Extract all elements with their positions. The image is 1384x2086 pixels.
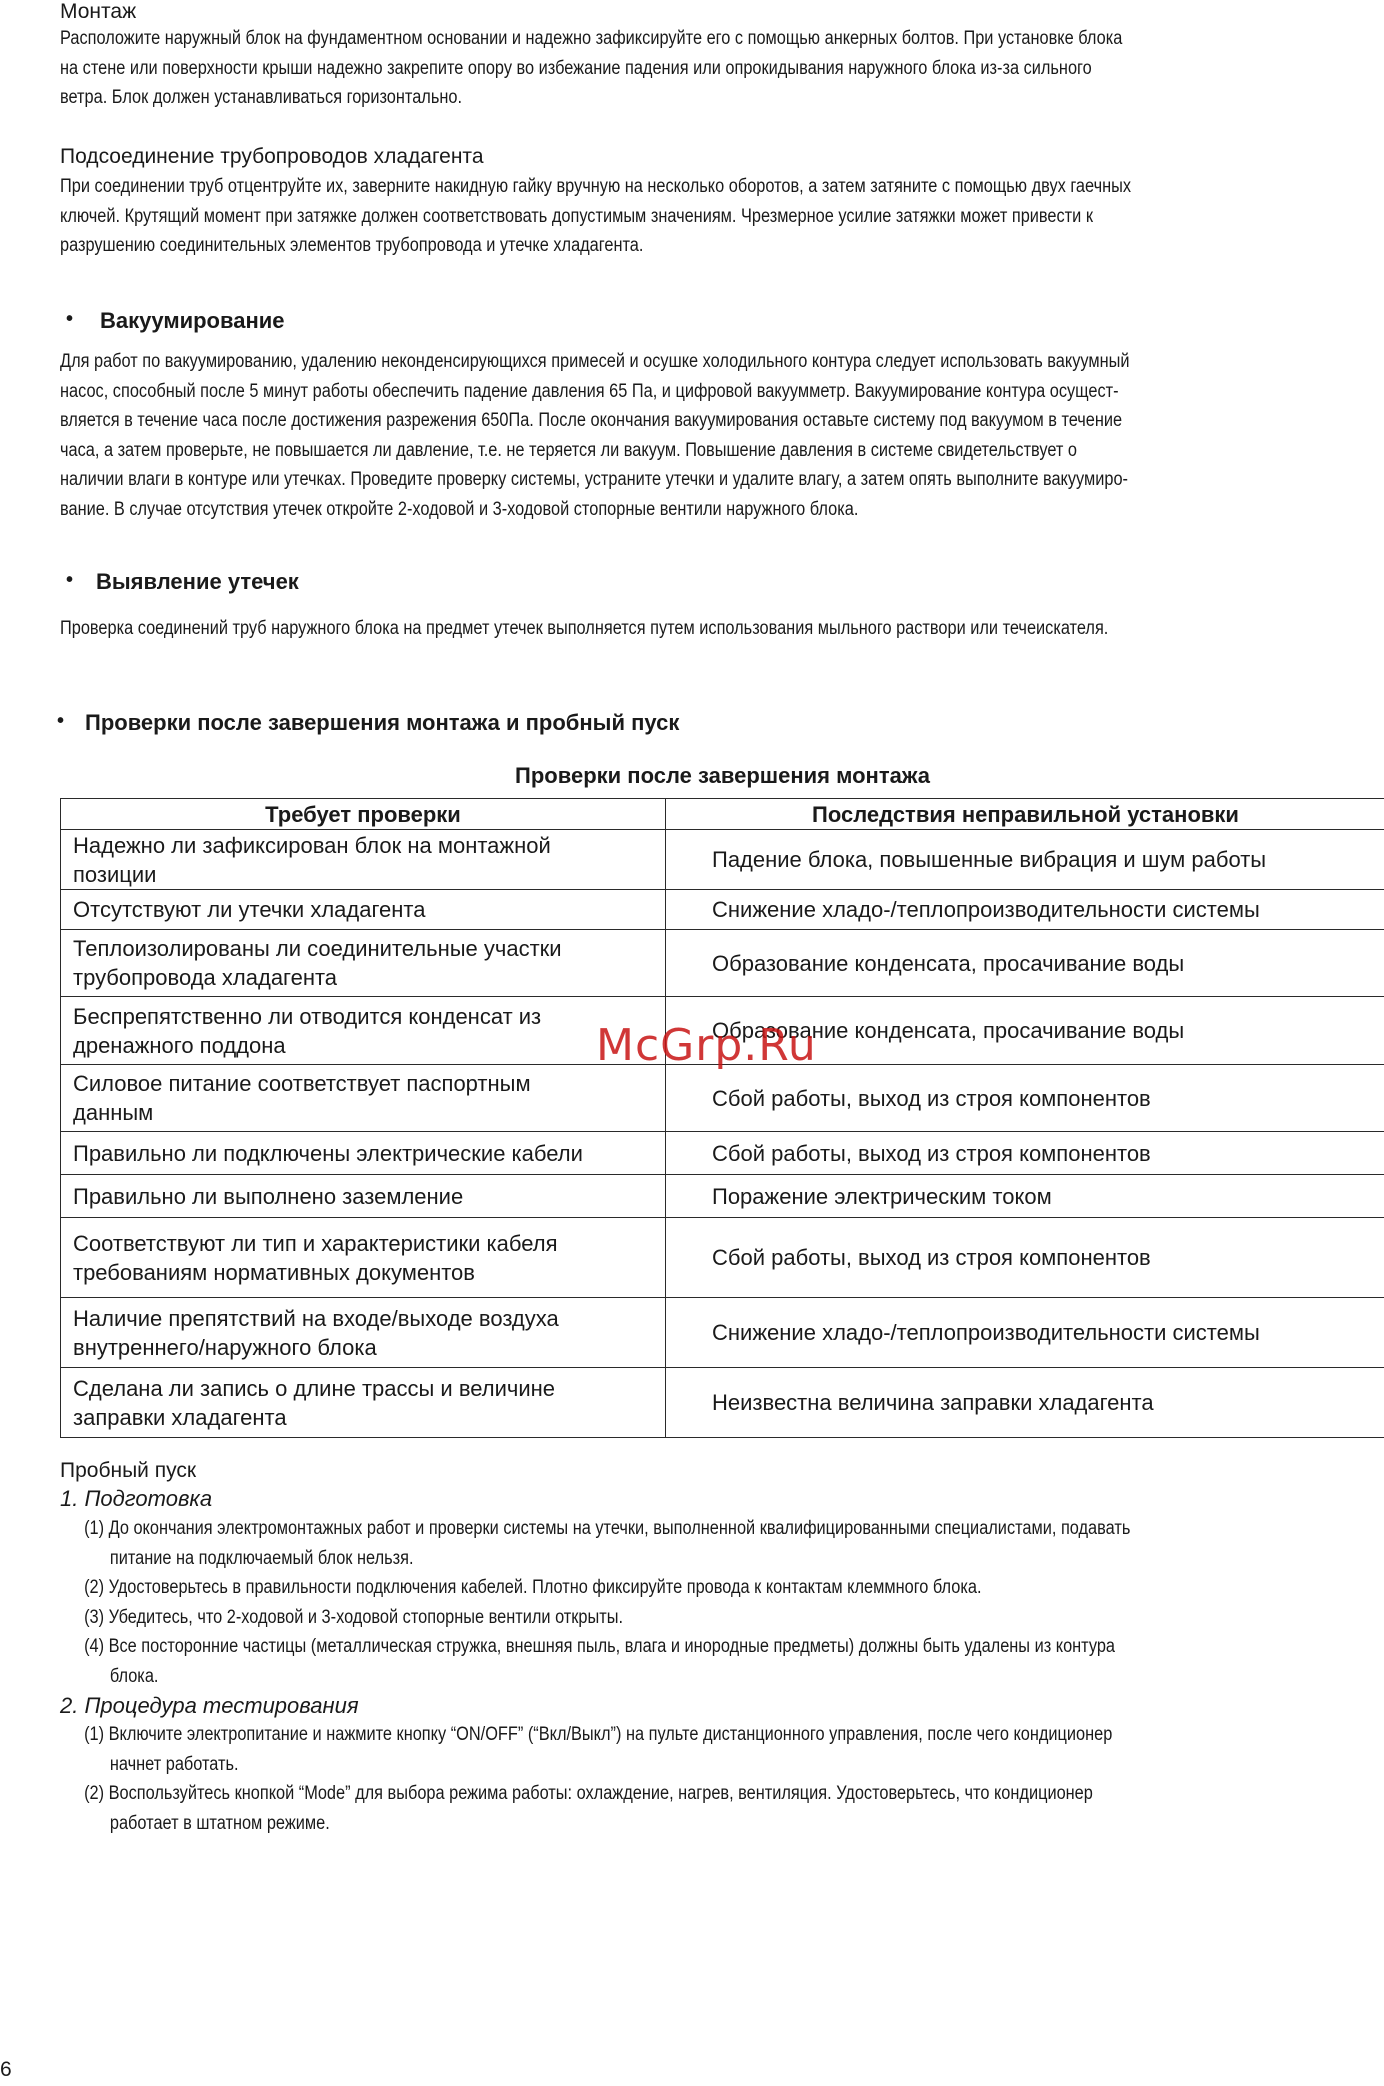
cell-line: Соответствуют ли тип и характеристики кабеля <box>73 1230 558 1256</box>
list-item <box>60 1632 1384 1691</box>
cell-line: заправки хладагента <box>73 1404 287 1430</box>
table-row <box>61 1065 1384 1132</box>
table-row <box>61 1368 1384 1438</box>
text-line: наличии влаги в контуре или утечках. Проведите проверку системы, устраните утечки и удалите влагу, а затем опять выполните вакуумиро- <box>60 469 1128 490</box>
table-row <box>61 890 1384 930</box>
consequence-cell: Образование конденсата, просачивание воды <box>666 930 1384 997</box>
item-line: питание на подключаемый блок нельзя. <box>109 1547 414 1569</box>
text-line: на стене или поверхности крыши надежно закрепите опору во избежание падения или опрокидывания наружного блока из-за сильного <box>60 57 1092 79</box>
table-row <box>61 1298 1384 1368</box>
leaks-title: Выявление утечек <box>96 569 299 594</box>
column-header-check: Требует проверки <box>61 799 666 830</box>
consequence-cell: Сбой работы, выход из строя компонентов <box>666 1065 1384 1132</box>
cell-line: трубопровода хладагента <box>73 965 338 990</box>
cell-line: Беспрепятственно ли отводится конденсат из <box>73 1003 542 1029</box>
check-cell <box>61 890 666 930</box>
check-cell <box>61 1298 666 1368</box>
bullet-icon: • <box>57 710 65 732</box>
text-line: ветра. Блок должен устанавливаться горизонтально. <box>60 87 463 108</box>
piping-text <box>60 172 1384 261</box>
list-item <box>60 1779 1384 1838</box>
procedure-title: 2. Процедура тестирования <box>60 1693 359 1718</box>
vacuum-heading <box>60 306 285 336</box>
check-cell <box>61 1175 666 1218</box>
cell-line: Отсутствуют ли утечки хладагента <box>73 897 426 922</box>
consequence-cell: Образование конденсата, просачивание воды <box>666 997 1384 1065</box>
cell-line: Правильно ли выполнено заземление <box>73 1183 464 1209</box>
procedure-list <box>60 1720 1384 1838</box>
checks-title: Проверки после завершения монтажа и пробный пуск <box>85 710 680 735</box>
item-line: (2) Воспользуйтесь кнопкой “Mode” для выбора режима работы: охлаждение, нагрев, вентиляция. Удостоверьтесь, что кондиционер <box>84 1783 1093 1804</box>
text-line: Проверка соединений труб наружного блока на предмет утечек выполняется путем использования мыльного раствори или течеискателя. <box>60 618 1109 639</box>
cell-line: внутреннего/наружного блока <box>73 1334 377 1360</box>
table-row <box>61 1175 1384 1218</box>
vacuum-title: Вакуумирование <box>100 308 285 333</box>
list-item <box>60 1603 1384 1633</box>
cell-line: дренажного поддона <box>73 1032 286 1058</box>
list-item <box>60 1720 1384 1779</box>
table-row <box>61 830 1384 890</box>
vacuum-text <box>60 347 1384 524</box>
cell-line: Наличие препятствий на входе/выходе воздуха <box>73 1305 559 1331</box>
consequence-cell: Снижение хладо-/теплопроизводительности системы <box>666 1298 1384 1368</box>
text-line: При соединении труб отцентруйте их, заверните накидную гайку вручную на несколько оборотов, а затем затяните с помощью двух гаечных <box>60 176 1132 197</box>
checks-table <box>60 798 1384 1438</box>
text-line: часа, а затем проверьте, не повышается ли давление, т.е. не теряется ли вакуум. Повышение давления в системе свидетельствует о <box>60 439 1078 461</box>
text-line: насос, способный после 5 минут работы обеспечить падение давления 65 Па, и цифровой вакуумметр. Вакуумирование контура осущест- <box>60 380 1119 402</box>
checks-heading <box>57 708 680 738</box>
consequence-cell: Снижение хладо-/теплопроизводительности системы <box>666 890 1384 930</box>
check-cell <box>61 1065 666 1132</box>
table-row <box>61 1218 1384 1298</box>
check-cell <box>61 1218 666 1298</box>
item-line: (3) Убедитесь, что 2-ходовой и 3-ходовой стопорные вентили открыты. <box>84 1606 624 1628</box>
cell-line: требованиям нормативных документов <box>73 1259 475 1285</box>
page-number: 6 <box>0 2058 12 2081</box>
item-line: блока. <box>109 1665 159 1687</box>
text-line: вание. В случае отсутствия утечек откройте 2-ходовой и 3-ходовой стопорные вентили наружного блока. <box>60 498 859 520</box>
consequence-cell: Поражение электрическим током <box>666 1175 1384 1218</box>
check-cell <box>61 997 666 1065</box>
cell-line: позиции <box>73 861 157 887</box>
list-item <box>60 1573 1384 1603</box>
preparation-title: 1. Подготовка <box>60 1486 213 1511</box>
column-header-consequence: Последствия неправильной установки <box>666 799 1384 830</box>
bullet-icon: • <box>66 308 74 330</box>
cell-line: Надежно ли зафиксирован блок на монтажной <box>73 832 551 858</box>
piping-title: Подсоединение трубопроводов хладагента <box>60 145 484 168</box>
text-line: Для работ по вакуумированию, удалению неконденсирующихся примесей и осушке холодильного контура следует использовать вакуумный <box>60 351 1130 372</box>
bullet-icon: • <box>66 569 74 591</box>
leaks-heading <box>60 567 299 597</box>
cell-line: данным <box>73 1100 154 1125</box>
montage-text <box>60 24 1384 113</box>
watermark-text: McGrp.Ru <box>596 1020 817 1071</box>
text-line: Расположите наружный блок на фундаментном основании и надежно зафиксируйте его с помощью анкерных болтов. При установке блока <box>60 28 1123 49</box>
consequence-cell: Неизвестна величина заправки хладагента <box>666 1368 1384 1438</box>
table-header-row <box>61 799 1384 830</box>
preparation-list <box>60 1514 1384 1691</box>
consequence-cell: Сбой работы, выход из строя компонентов <box>666 1132 1384 1175</box>
check-cell <box>61 1368 666 1438</box>
text-line: ключей. Крутящий момент при затяжке должен соответствовать допустимым значениям. Чрезмерное усилие затяжки может привести к <box>60 205 1093 227</box>
text-line: разрушению соединительных элементов трубопровода и утечке хладагента. <box>60 235 644 256</box>
list-item <box>60 1514 1384 1573</box>
check-cell <box>61 1132 666 1175</box>
table-row <box>61 1132 1384 1175</box>
item-line: начнет работать. <box>109 1753 239 1775</box>
text-line: вляется в течение часа после достижения разрежения 650Па. После окончания вакуумирования оставьте систему под вакуумом в течение <box>60 410 1123 431</box>
table-row <box>61 930 1384 997</box>
check-cell <box>61 830 666 890</box>
item-line: (2) Удостоверьтесь в правильности подключения кабелей. Плотно фиксируйте провода к контактам клеммного блока. <box>84 1577 982 1598</box>
montage-title: Монтаж <box>60 0 137 23</box>
leaks-text <box>60 614 1384 644</box>
cell-line: Теплоизолированы ли соединительные участки <box>73 936 562 961</box>
cell-line: Сделана ли запись о длине трассы и величине <box>73 1375 556 1401</box>
table-title: Проверки после завершения монтажа <box>515 763 930 788</box>
item-line: (4) Все посторонние частицы (металлическая стружка, внешняя пыль, влага и инородные предметы) должны быть удалены из контура <box>84 1636 1116 1657</box>
consequence-cell: Сбой работы, выход из строя компонентов <box>666 1218 1384 1298</box>
consequence-cell: Падение блока, повышенные вибрация и шум работы <box>666 830 1384 890</box>
test-run-title: Пробный пуск <box>60 1459 197 1482</box>
item-line: (1) До окончания электромонтажных работ и проверки системы на утечки, выполненной квалифицированными специалистами, подавать <box>84 1518 1131 1539</box>
cell-line: Силовое питание соответствует паспортным <box>73 1071 531 1096</box>
item-line: (1) Включите электропитание и нажмите кнопку “ON/OFF” (“Вкл/Выкл”) на пульте дистанционного управления, после чего кондиционер <box>84 1724 1113 1745</box>
check-cell <box>61 930 666 997</box>
cell-line: Правильно ли подключены электрические кабели <box>73 1140 583 1166</box>
item-line: работает в штатном режиме. <box>109 1812 330 1834</box>
